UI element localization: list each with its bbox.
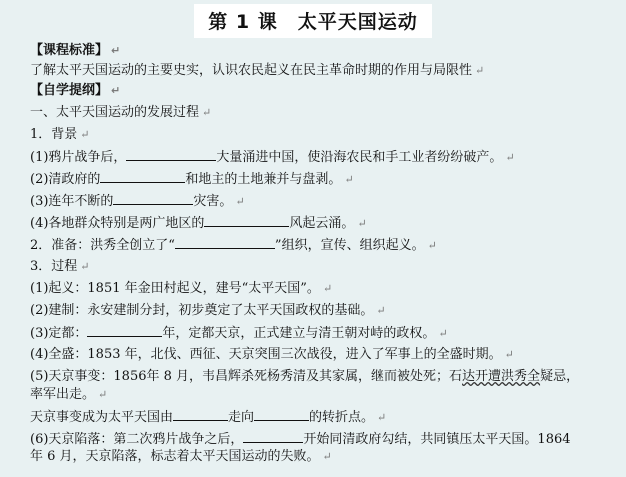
process-heading-text: 3．过程	[30, 259, 78, 274]
bg3-suffix: 灾害。	[193, 194, 233, 209]
paragraph-mark-icon: ↵	[376, 304, 386, 317]
fall-continued-text: 年 6 月，天京陷落，标志着太平天国运动的失败。	[30, 449, 320, 464]
fill-blank	[87, 324, 162, 337]
part-one-text: 一、太平天国运动的发展过程	[30, 105, 200, 120]
paragraph-mark-icon: ↵	[322, 450, 332, 463]
process-item-6-continued	[30, 448, 332, 466]
self-study-header	[30, 82, 120, 100]
process-heading	[30, 258, 90, 276]
fill-blank	[100, 170, 185, 183]
bg2-suffix: 和地主的土地兼并与盘剥。	[185, 172, 342, 187]
background-item-3	[30, 192, 245, 211]
proc5-wavy-text: 达开遭洪秀全	[462, 369, 541, 384]
course-standard-text	[30, 62, 484, 80]
bg2-prefix: (2)清政府的	[30, 172, 101, 187]
proc5-prefix: (5)天京事变：1856年 8 月，韦昌辉杀死杨秀清及其家属，继而被处死；石	[30, 369, 463, 384]
fall-prefix: (6)天京陷落：第二次鸦片战争之后，	[30, 432, 244, 447]
paragraph-mark-icon: ↵	[357, 217, 367, 230]
fill-blank	[204, 214, 289, 227]
turn-middle: 走向	[228, 410, 255, 425]
paragraph-mark-icon: ↵	[377, 411, 387, 424]
bg1-prefix: (1)鸦片战争后，	[30, 150, 127, 165]
turn-suffix: 的转折点。	[309, 410, 375, 425]
paragraph-mark-icon: ↵	[427, 239, 437, 252]
paragraph-mark-icon: ↵	[111, 44, 121, 57]
process-item-5	[30, 368, 579, 386]
paragraph-mark-icon: ↵	[344, 173, 354, 186]
proc1-text: (1)起义：1851 年金田村起义，建号“太平天国”。	[30, 281, 320, 296]
paragraph-mark-icon: ↵	[80, 260, 90, 273]
process-item-1	[30, 280, 332, 298]
paragraph-mark-icon: ↵	[235, 195, 245, 208]
background-item-4	[30, 214, 367, 233]
self-study-header-text: 【自学提纲】	[30, 83, 109, 98]
paragraph-mark-icon: ↵	[98, 388, 108, 401]
fill-blank	[175, 236, 275, 249]
background-item-1	[30, 148, 515, 167]
part-one-heading	[30, 104, 211, 122]
process-item-3	[30, 324, 448, 343]
bg4-prefix: (4)各地群众特别是两广地区的	[30, 216, 205, 231]
background-item-2	[30, 170, 354, 189]
fill-blank	[254, 408, 309, 421]
turn-prefix: 天京事变成为太平天国由	[30, 410, 174, 425]
paragraph-mark-icon: ↵	[505, 151, 515, 164]
bg4-suffix: 风起云涌。	[289, 216, 355, 231]
fill-blank	[126, 148, 216, 161]
proc5-continued-text: 率军出走。	[30, 387, 96, 402]
preparation-item	[30, 236, 437, 255]
proc3-suffix: 年，定都天京，正式建立与清王朝对峙的政权。	[162, 326, 436, 341]
process-item-6	[30, 430, 571, 449]
fall-suffix: 开始同清政府勾结，共同镇压太平天国。1864	[303, 432, 571, 447]
page-title: 第 1 课 太平天国运动	[194, 4, 431, 38]
paragraph-mark-icon: ↵	[111, 84, 121, 97]
fill-blank	[173, 408, 228, 421]
background-heading-text: 1．背景	[30, 127, 78, 142]
paragraph-mark-icon: ↵	[504, 348, 514, 361]
paragraph-mark-icon: ↵	[80, 128, 90, 141]
proc2-text: (2)建制：永安建制分封，初步奠定了太平天国政权的基础。	[30, 303, 374, 318]
prep-suffix: ”组织，宣传、组织起义。	[274, 238, 425, 253]
prep-prefix: 2．准备：洪秀全创立了“	[30, 238, 175, 253]
course-standard-content: 了解太平天国运动的主要史实，认识农民起义在民主革命时期的作用与局限性	[30, 63, 473, 78]
proc5-suffix: 疑忌，	[540, 369, 580, 384]
proc4-text: (4)全盛：1853 年，北伐、西征、天京突围三次战役，进入了军事上的全盛时期。	[30, 347, 502, 362]
course-standard-header	[30, 42, 120, 60]
paragraph-mark-icon: ↵	[475, 64, 485, 77]
paragraph-mark-icon: ↵	[438, 327, 448, 340]
turning-point-item	[30, 408, 386, 427]
process-item-4	[30, 346, 514, 364]
fill-blank	[243, 430, 303, 443]
background-heading	[30, 126, 90, 144]
process-item-2	[30, 302, 386, 320]
proc3-prefix: (3)定都：	[30, 326, 88, 341]
course-standard-header-text: 【课程标准】	[30, 43, 109, 58]
paragraph-mark-icon: ↵	[202, 106, 212, 119]
bg1-suffix: 大量涌进中国，使沿海农民和手工业者纷纷破产。	[216, 150, 503, 165]
paragraph-mark-icon: ↵	[322, 282, 333, 295]
bg3-prefix: (3)连年不断的	[30, 194, 114, 209]
fill-blank	[113, 192, 193, 205]
process-item-5-continued	[30, 386, 107, 404]
